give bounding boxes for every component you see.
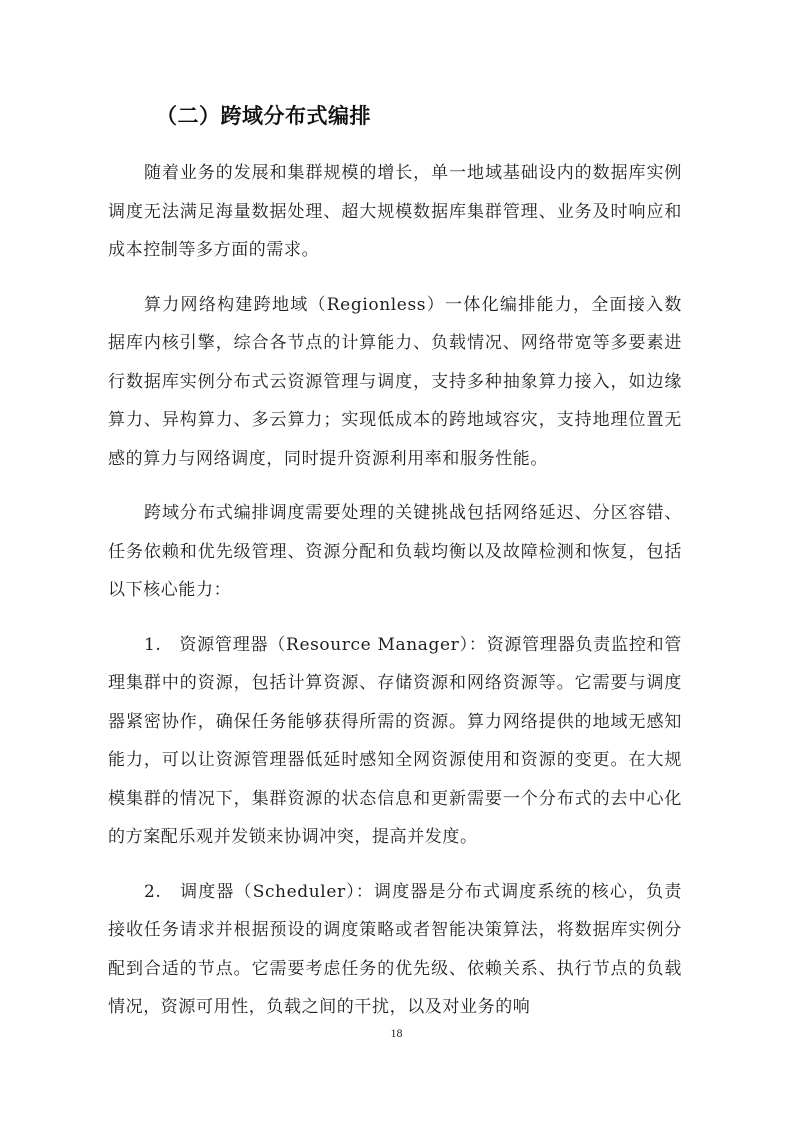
page-content [108, 100, 682, 1043]
paragraph-regionless: 算力网络构建跨地域（Regionless）一体化编排能力，全面接入数据库内核引擎，综合各节点的计算能力、负载情况、网络带宽等多要素进行数据库实例分布式云资源管理与调度，支持多种抽象算力接入，如边缘算力、异构算力、多云算力；实现低成本的跨地域容灾，支持地理位置无感的算力与网络调度，同时提升资源利用率和服务性能。 [108, 294, 682, 469]
paragraph-intro: 随着业务的发展和集群规模的增长，单一地域基础设内的数据库实例调度无法满足海量数据处理、超大规模数据库集群管理、业务及时响应和成本控制等多方面的需求。 [108, 163, 682, 260]
paragraph-resource-manager: 1. 资源管理器（Resource Manager）：资源管理器负责监控和管理集群中的资源，包括计算资源、存储资源和网络资源等。它需要与调度器紧密协作，确保任务能够获得所需的资源。算力网络提供的地域无感知能力，可以让资源管理器低延时感知全网资源使用和资源的变更。在大规模集群的情况下，集群资源的状态信息和更新需要一个分布式的去中心化的方案配乐观并发锁来协调冲突，提高并发度。 [108, 634, 682, 847]
section-heading: （二）跨域分布式编排 [156, 104, 371, 128]
page-number: 18 [390, 1026, 403, 1040]
paragraph-scheduler: 2. 调度器（Scheduler）：调度器是分布式调度系统的核心，负责接收任务请求并根据预设的调度策略或者智能决策算法，将数据库实例分配到合适的节点。它需要考虑任务的优先级、依赖关系、执行节点的负载情况，资源可用性，负载之间的干扰，以及对业务的响 [108, 881, 682, 1017]
paragraph-challenges: 跨域分布式编排调度需要处理的关键挑战包括网络延迟、分区容错、任务依赖和优先级管理、资源分配和负载均衡以及故障检测和恢复，包括以下核心能力： [108, 503, 682, 600]
